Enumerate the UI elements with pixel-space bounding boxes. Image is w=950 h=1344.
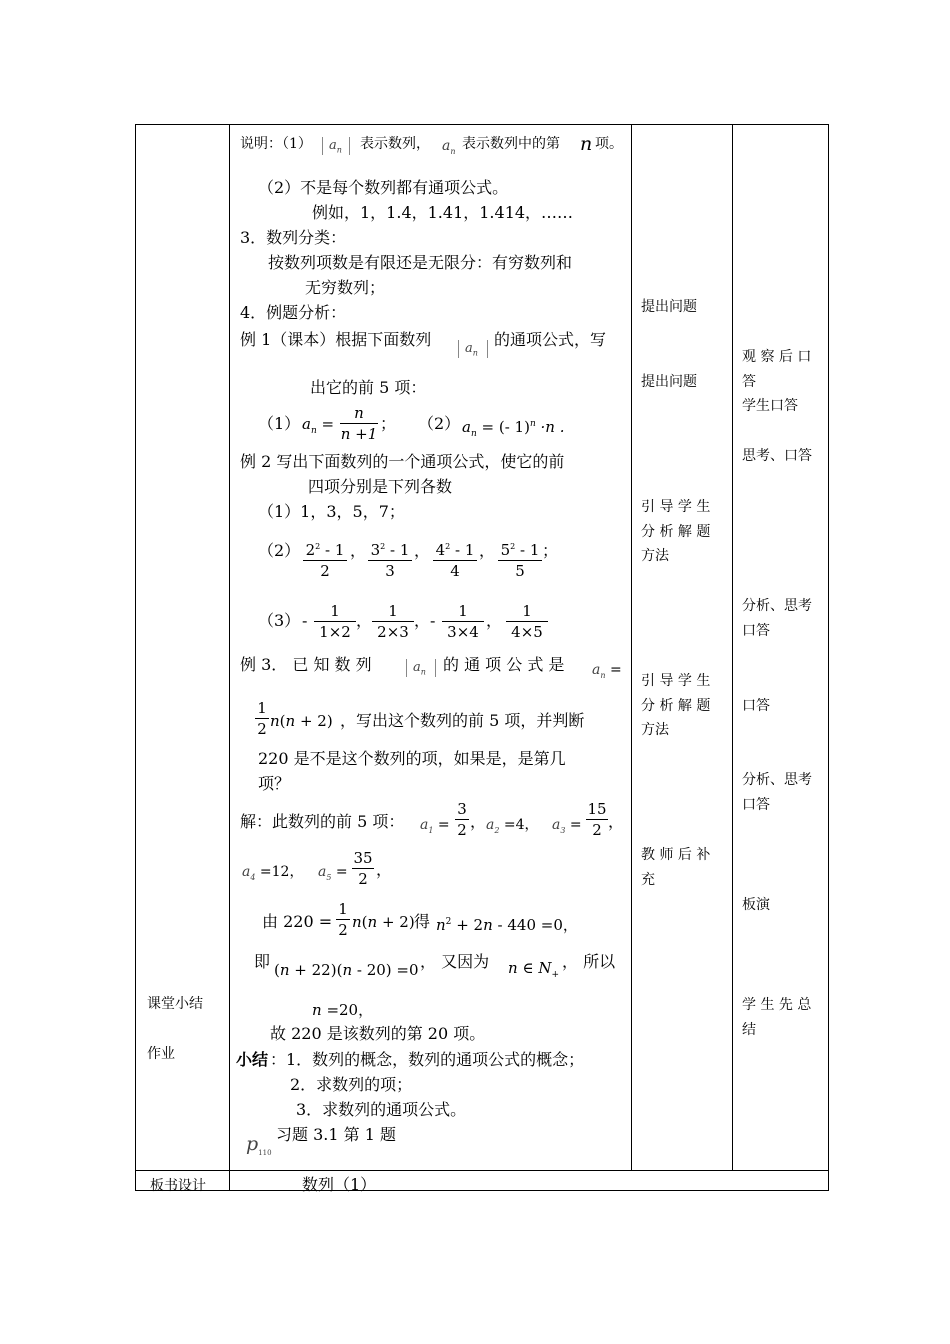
note1-mid: 表示数列， bbox=[360, 136, 430, 152]
example3-line4: 项？ bbox=[258, 774, 291, 793]
board-title: 数列（1） bbox=[302, 1175, 377, 1194]
teacher-note-1: 提出问题 bbox=[641, 299, 697, 315]
example2-item1: （1）1，3，5，7； bbox=[258, 502, 405, 521]
student-note-1b: 答 bbox=[742, 374, 756, 390]
solution-line1: 解：此数列的前 5 项： bbox=[240, 812, 405, 831]
note1-prefix: 说明：（1） bbox=[240, 136, 312, 152]
comma: ， bbox=[414, 611, 431, 630]
student-note-1a: 观 察 后 口 bbox=[742, 349, 812, 365]
fraction-1-over-2x3: 1 2×3 bbox=[372, 602, 414, 641]
teacher-note-3c: 方法 bbox=[641, 548, 669, 564]
formula-an-2: $a_n$ = (- 1)$^n$ ·n . bbox=[462, 418, 565, 439]
section-4-heading: 4．例题分析： bbox=[240, 303, 347, 322]
summary-item2: 2．求数列的项； bbox=[290, 1075, 413, 1094]
n-equals-20: n =20， bbox=[312, 1001, 374, 1019]
student-note-8b: 结 bbox=[742, 1022, 756, 1038]
example3-line1b: 的 通 项 公 式 是 bbox=[443, 655, 565, 674]
col-divider-1 bbox=[229, 124, 230, 1191]
teacher-note-3a: 引 导 学 生 bbox=[641, 499, 711, 515]
comma: ， bbox=[356, 611, 373, 630]
section-3-heading: 3．数列分类： bbox=[240, 228, 347, 247]
expr-n-n-plus-2: n(n + 2) bbox=[270, 712, 333, 730]
formula-an-3: $a_n$ = bbox=[592, 662, 622, 680]
comma: ， bbox=[479, 541, 496, 560]
summary-item3: 3．求数列的通项公式。 bbox=[296, 1100, 467, 1119]
example1-line1a: 例 1（课本）根据下面数列 bbox=[240, 330, 432, 349]
expr-n-n-plus-2: n(n + 2) bbox=[352, 913, 415, 931]
student-note-3: 思考、口答 bbox=[742, 448, 812, 464]
label-summary: 课堂小结 bbox=[147, 996, 203, 1012]
solution-de: 得 bbox=[414, 912, 431, 931]
fraction-4sq-1-over-4: $4^2 - 1$ 4 bbox=[433, 538, 477, 580]
student-note-7: 板演 bbox=[742, 897, 770, 913]
student-note-5: 口答 bbox=[742, 698, 770, 714]
col-divider-2 bbox=[631, 124, 632, 1170]
note1-end: 项。 bbox=[595, 136, 623, 152]
n-symbol: n bbox=[580, 133, 593, 155]
fraction-one-half: 1 2 bbox=[336, 900, 350, 939]
col-divider-3 bbox=[732, 124, 733, 1170]
fraction-1-over-4x5: 1 4×5 bbox=[506, 602, 548, 641]
solution-conclusion: 故 220 是该数列的第 20 项。 bbox=[270, 1024, 486, 1043]
teacher-note-4c: 方法 bbox=[641, 722, 669, 738]
student-note-6b: 口答 bbox=[742, 797, 770, 813]
homework-text: 习题 3.1 第 1 题 bbox=[276, 1125, 396, 1144]
an-symbol: $a_n$ bbox=[442, 138, 456, 156]
section-3-line1: 按数列项数是有限还是无限分：有穷数列和 bbox=[268, 253, 573, 272]
example1-line2: 出它的前 5 项： bbox=[310, 378, 427, 397]
fraction-3-over-2: 3 2 bbox=[455, 800, 469, 839]
a3-symbol: $a_3$ = bbox=[552, 817, 582, 835]
fraction-2sq-1-over-2: $2^2 - 1$ 2 bbox=[303, 538, 347, 580]
example2-item2-label: （2） bbox=[258, 541, 301, 560]
a5-symbol: $a_5$ = bbox=[318, 864, 348, 882]
minus-sign: - bbox=[430, 611, 436, 630]
solution-youyinwei: ， 又因为 bbox=[420, 952, 490, 971]
formula-an: $a_n$ = bbox=[302, 415, 335, 436]
seq-bracket: $a_n$ bbox=[406, 659, 436, 677]
comma: ， bbox=[608, 812, 625, 831]
page-ref-p110: $p_{110}$ bbox=[246, 1133, 272, 1157]
teacher-note-5a: 教 师 后 补 bbox=[641, 847, 711, 863]
comma: ， bbox=[414, 541, 431, 560]
label-homework: 作业 bbox=[147, 1046, 175, 1062]
note1-mid2: 表示数列中的第 bbox=[462, 136, 560, 152]
comma: ， bbox=[376, 860, 393, 879]
teacher-note-3b: 分 析 解 题 bbox=[641, 524, 711, 540]
example2-item3-label: （3） bbox=[258, 611, 301, 630]
teacher-note-5b: 充 bbox=[641, 872, 655, 888]
note2-example: 例如，1，1.4，1.41，1.414，…… bbox=[312, 203, 574, 222]
fraction-1-over-3x4: 1 3×4 bbox=[442, 602, 484, 641]
fraction-35-over-2: 35 2 bbox=[353, 849, 373, 888]
fraction-3sq-1-over-3: $3^2 - 1$ 3 bbox=[368, 538, 412, 580]
solution-eq-prefix: 由 220 = bbox=[262, 912, 333, 931]
comma: ， bbox=[470, 812, 487, 831]
separator: ； bbox=[380, 414, 397, 433]
example1-line1b: 的通项公式，写 bbox=[494, 330, 607, 349]
a2-symbol: $a_2 =4$， bbox=[486, 817, 539, 835]
summary-label: 小结 bbox=[236, 1050, 269, 1069]
student-note-4b: 口答 bbox=[742, 623, 770, 639]
fraction-15-over-2: 15 2 bbox=[587, 800, 607, 839]
teacher-note-4a: 引 导 学 生 bbox=[641, 673, 711, 689]
summary-item1: ：1．数列的概念，数列的通项公式的概念； bbox=[270, 1050, 585, 1069]
example2-line2: 四项分别是下列各数 bbox=[308, 477, 453, 496]
example3-line1a: 例 3． 已 知 数 列 bbox=[240, 655, 372, 674]
quadratic-eq: $n^2 + 2n - 440 =0$， bbox=[436, 916, 578, 934]
student-note-8a: 学 生 先 总 bbox=[742, 997, 812, 1013]
student-note-6a: 分析、思考 bbox=[742, 772, 812, 788]
minus-sign: - bbox=[302, 611, 308, 630]
seq-bracket: $a_n$ bbox=[322, 137, 350, 155]
example1-item2-label: （2） bbox=[418, 414, 461, 433]
a4-symbol: $a_4 =12$， bbox=[242, 864, 304, 882]
example1-item1-label: （1） bbox=[258, 414, 301, 433]
label-board-design: 板书设计 bbox=[150, 1178, 206, 1194]
comma: ， bbox=[486, 611, 503, 630]
seq-bracket: $a_n$ bbox=[458, 340, 488, 358]
teacher-note-2: 提出问题 bbox=[641, 374, 697, 390]
row-divider bbox=[135, 1170, 829, 1171]
teacher-note-4b: 分 析 解 题 bbox=[641, 698, 711, 714]
a1-symbol: $a_1$ = bbox=[420, 817, 450, 835]
note2: （2）不是每个数列都有通项公式。 bbox=[258, 178, 509, 197]
example3-line3: 220 是不是这个数列的项，如果是，是第几 bbox=[258, 749, 566, 768]
example2-line1: 例 2 写出下面数列的一个通项公式，使它的前 bbox=[240, 452, 565, 471]
factored-eq: (n + 22)(n - 20) =0 bbox=[274, 961, 419, 979]
student-note-4a: 分析、思考 bbox=[742, 598, 812, 614]
semicolon: ； bbox=[542, 541, 559, 560]
fraction-5sq-1-over-5: $5^2 - 1$ 5 bbox=[498, 538, 542, 580]
solution-suoyi: ， 所以 bbox=[562, 952, 616, 971]
example3-line2: ，写出这个数列的前 5 项，并判断 bbox=[340, 711, 585, 730]
fraction-n-over-n-plus-1: n n +1 bbox=[340, 404, 378, 443]
n-in-n-plus: n ∈ $N_+$ bbox=[508, 959, 559, 980]
comma: ， bbox=[350, 541, 367, 560]
fraction-1-over-1x2: 1 1×2 bbox=[314, 602, 356, 641]
student-note-2: 学生口答 bbox=[742, 398, 798, 414]
solution-ji: 即 bbox=[254, 952, 271, 971]
fraction-one-half: 1 2 bbox=[255, 699, 269, 738]
section-3-line2: 无穷数列； bbox=[305, 278, 386, 297]
